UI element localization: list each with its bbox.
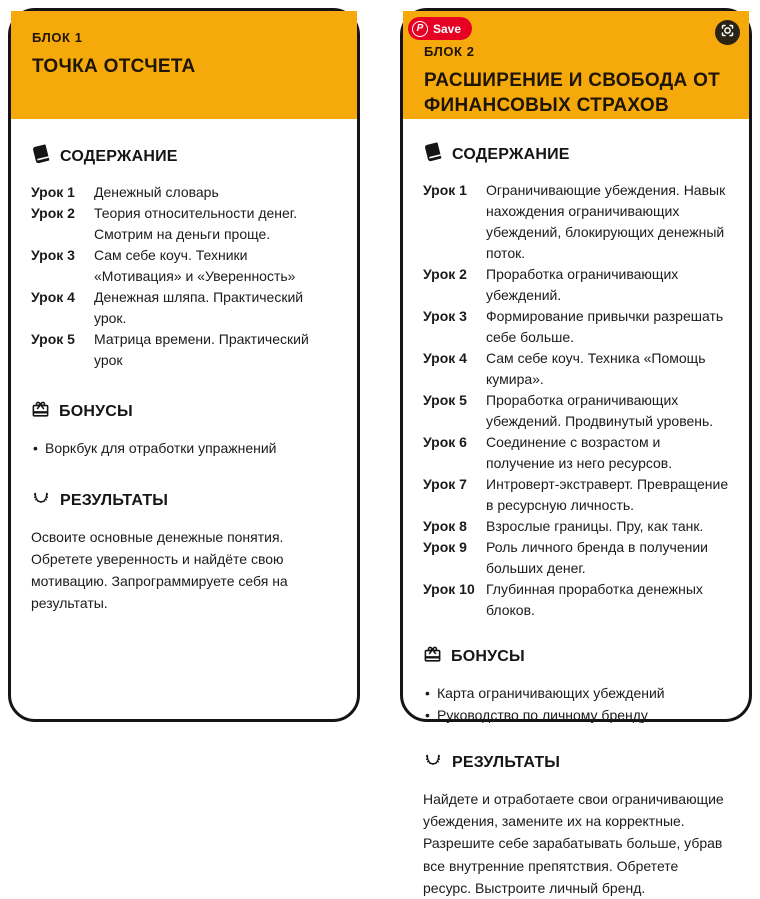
gift-icon [31, 400, 50, 424]
block2-content-section [423, 142, 729, 621]
lesson-text: Роль личного бренда в получении больших денег. [486, 539, 709, 576]
lesson-text: Проработка ограничивающих убеждений. [486, 266, 679, 303]
pinterest-logo-icon: P [412, 21, 428, 37]
lesson-label: Урок 2 [31, 205, 75, 221]
book-icon [31, 144, 51, 169]
visual-search-button[interactable] [715, 20, 740, 45]
save-button-label: Save [433, 21, 462, 36]
bonus-item: • Воркбук для отработки упражнений [31, 437, 337, 459]
block1-header [11, 11, 357, 119]
bonuses-heading-text: БОНУСЫ [451, 648, 525, 665]
lesson-row [423, 579, 729, 621]
lesson-row [423, 390, 729, 432]
block1-content-section [31, 144, 337, 371]
bonuses-heading-text: БОНУСЫ [59, 403, 133, 420]
results-heading-text: РЕЗУЛЬТАТЫ [452, 753, 561, 771]
block2-label: БЛОК 2 [424, 44, 475, 59]
lesson-text: Формирование привычки разрешать себе больше. [486, 308, 724, 345]
results-text: Найдете и отработаете свои ограничивающие убеждения, замените их на корректные. Разрешите себе зарабатывать больше, убрав все внутренние препятствия. Обретете ресурс. Выстроите личный бренд. [423, 791, 724, 896]
bonus-item: • Руководство по личному бренду [423, 704, 729, 726]
lesson-row [423, 474, 729, 516]
block1-title: ТОЧКА ОТСЧЕТА [32, 56, 196, 77]
content-section-heading [31, 144, 337, 169]
lesson-label: Урок 4 [423, 350, 467, 366]
bonuses-section-heading [423, 645, 729, 669]
lesson-label: Урок 1 [423, 182, 467, 198]
lesson-label: Урок 2 [423, 266, 467, 282]
lesson-label: Урок 4 [31, 289, 75, 305]
lesson-label: Урок 5 [31, 331, 75, 347]
bonus-item: • Карта ограничивающих убеждений [423, 682, 729, 704]
lesson-label: Урок 9 [423, 539, 467, 555]
lesson-row [423, 432, 729, 474]
laurel-wreath-icon [31, 488, 51, 513]
lesson-text: Соединение с возрастом и получение из него ресурсов. [486, 434, 673, 471]
bonuses-section-heading [31, 400, 337, 424]
lesson-text: Сам себе коуч. Техника «Помощь кумира». [486, 350, 706, 387]
lesson-label: Урок 7 [423, 476, 467, 492]
lesson-label: Урок 5 [423, 392, 467, 408]
lesson-text: Интроверт-экстраверт. Превращение в ресурсную личность. [486, 476, 729, 513]
lesson-row [31, 245, 337, 287]
lesson-row [423, 348, 729, 390]
lesson-row [423, 537, 729, 579]
lesson-row [31, 329, 337, 371]
pinterest-save-button[interactable] [408, 17, 472, 40]
laurel-wreath-icon [423, 750, 443, 775]
block1-body [11, 119, 357, 615]
lesson-text: Сам себе коуч. Техники «Мотивация» и «Уверенность» [94, 247, 296, 284]
results-text: Освоите основные денежные понятия. Обретете уверенность и найдёте свою мотивацию. Запрограммируете себя на результаты. [31, 529, 288, 612]
content-heading-text: СОДЕРЖАНИЕ [452, 145, 570, 163]
block1-label: БЛОК 1 [32, 30, 83, 45]
lesson-label: Урок 10 [423, 581, 475, 597]
visual-search-lens-icon [720, 23, 735, 43]
block2-results-section [423, 750, 729, 899]
lesson-text: Взрослые границы. Пру, как танк. [486, 518, 704, 534]
lesson-label: Урок 6 [423, 434, 467, 450]
book-icon [423, 142, 443, 167]
block1-results-section [31, 488, 337, 614]
lesson-row [31, 287, 337, 329]
lesson-row [423, 180, 729, 264]
lesson-text: Денежный словарь [94, 184, 219, 200]
results-section-heading [423, 750, 729, 775]
lesson-label: Урок 3 [423, 308, 467, 324]
lesson-text: Ограничивающие убеждения. Навык нахождения ограничивающих убеждений, блокирующих денежный поток. [486, 182, 726, 261]
lesson-label: Урок 3 [31, 247, 75, 263]
lesson-row [31, 203, 337, 245]
block2-card [400, 8, 752, 896]
lesson-row [423, 516, 729, 537]
block1-bonuses-section [31, 400, 337, 459]
lesson-row [423, 264, 729, 306]
block1-card [8, 8, 360, 722]
lesson-label: Урок 1 [31, 184, 75, 200]
lesson-label: Урок 8 [423, 518, 467, 534]
results-heading-text: РЕЗУЛЬТАТЫ [60, 491, 169, 509]
gift-icon [423, 645, 442, 669]
content-heading-text: СОДЕРЖАНИЕ [60, 147, 178, 165]
lesson-text: Глубинная проработка денежных блоков. [486, 581, 703, 618]
block2-body [403, 119, 749, 899]
block2-title: РАСШИРЕНИЕ И СВОБОДА ОТ ФИНАНСОВЫХ СТРАХОВ [424, 70, 721, 117]
lesson-text: Теория относительности денег. Смотрим на деньги проще. [94, 205, 298, 242]
block2-bonuses-section [423, 645, 729, 726]
lesson-text: Денежная шляпа. Практический урок. [94, 289, 304, 326]
content-section-heading [423, 142, 729, 167]
lesson-text: Проработка ограничивающих убеждений. Продвинутый уровень. [486, 392, 714, 429]
lesson-text: Матрица времени. Практический урок [94, 331, 309, 368]
results-section-heading [31, 488, 337, 513]
lesson-row [31, 182, 337, 203]
lesson-row [423, 306, 729, 348]
